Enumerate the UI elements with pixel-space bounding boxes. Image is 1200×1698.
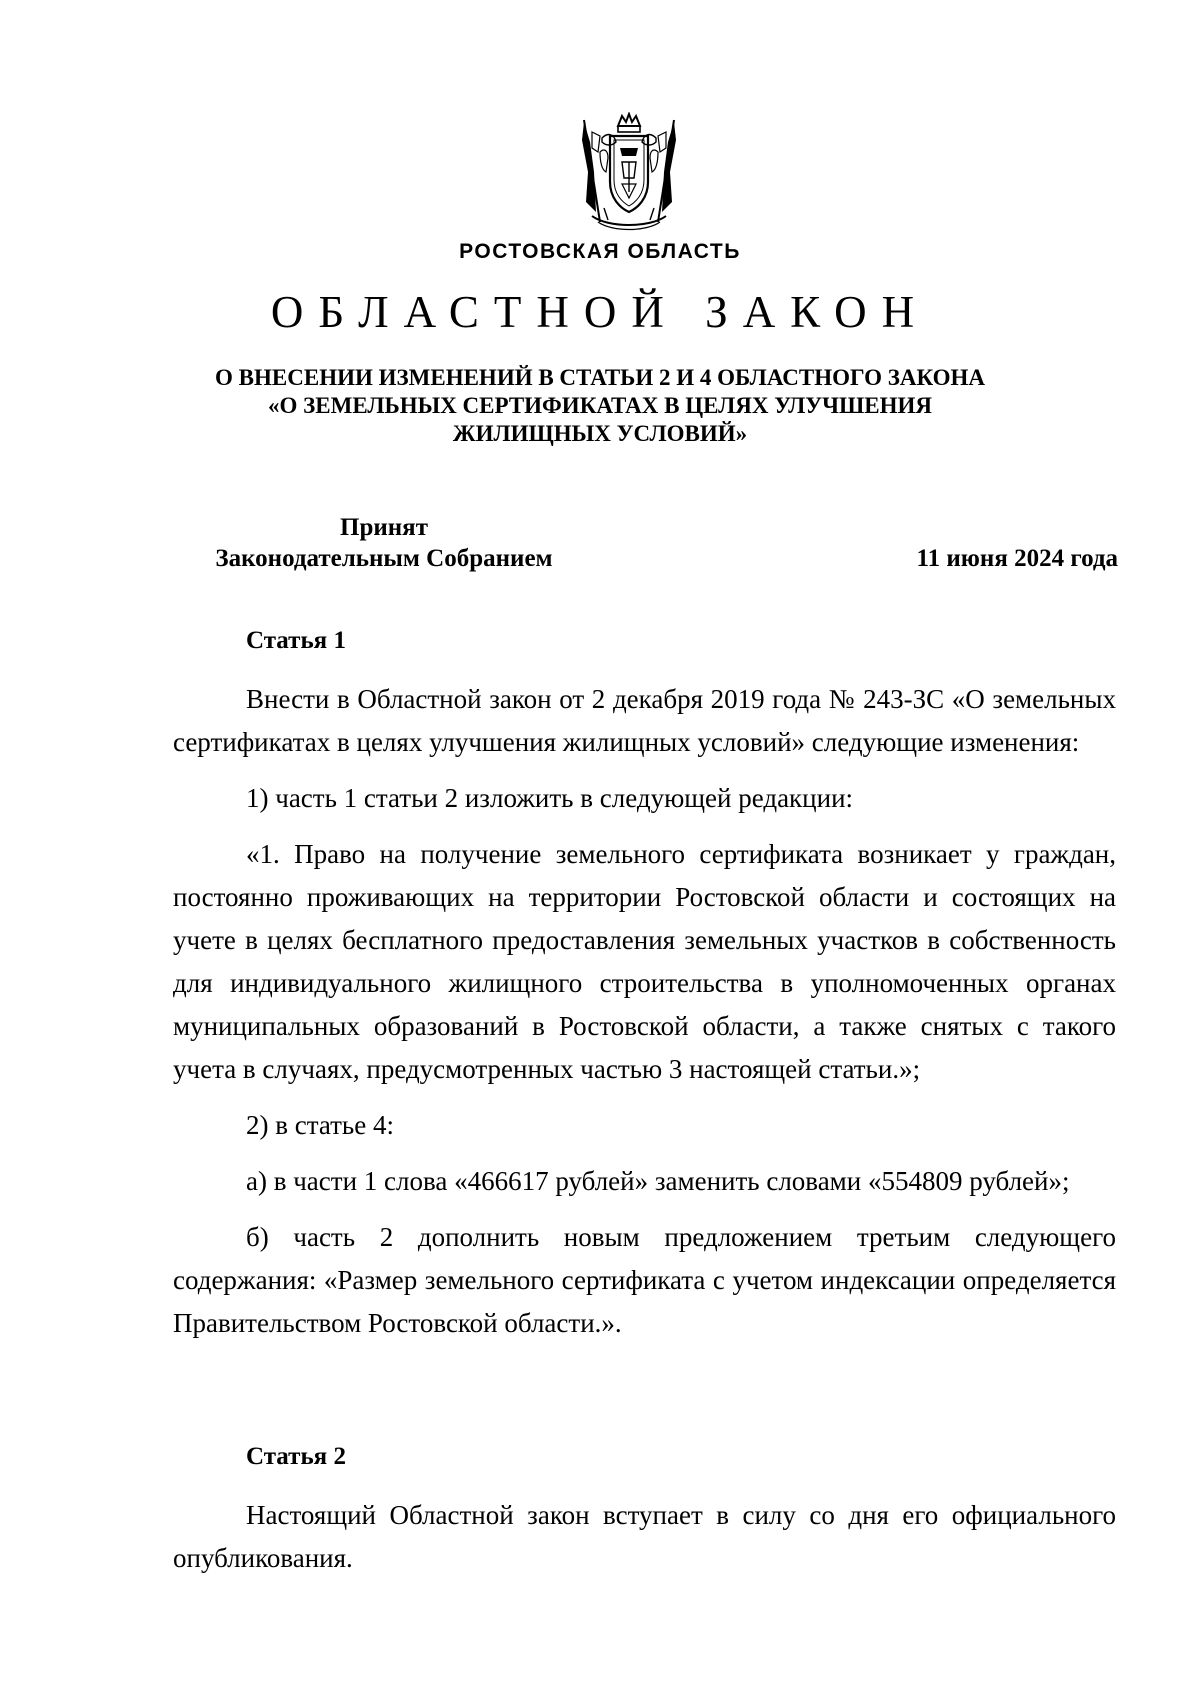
adoption-label-line: Принят <box>340 514 428 541</box>
article-2-paragraph: Настоящий Областной закон вступает в силу со дня его официального опубликования. <box>173 1500 1116 1573</box>
article-1-paragraph: а) в части 1 слова «466617 рублей» заменить словами «554809 рублей»; <box>246 1166 1070 1196</box>
region-name: РОСТОВСКАЯ ОБЛАСТЬ <box>459 240 741 263</box>
article-1-paragraph: Внести в Областной закон от 2 декабря 2019 года № 243-ЗС «О земельных сертификатах в целях улучшения жилищных условий» следующие изменения: <box>173 684 1116 757</box>
document-title <box>180 364 1020 448</box>
article-1-heading: Статья 1 <box>246 627 346 654</box>
adoption-date: 11 июня 2024 года <box>916 545 1118 572</box>
adoption-label-line: Законодательным Собранием <box>215 545 553 572</box>
article-2-heading: Статья 2 <box>246 1443 346 1470</box>
document-title-line: «О ЗЕМЕЛЬНЫХ СЕРТИФИКАТАХ В ЦЕЛЯХ УЛУЧШЕНИЯ <box>268 393 932 418</box>
article-1-body <box>173 678 1116 1358</box>
document-title-line: ЖИЛИЩНЫХ УСЛОВИЙ» <box>452 421 748 446</box>
document-type: ОБЛАСТНОЙ ЗАКОН <box>270 287 930 337</box>
rostov-oblast-coat-of-arms-icon <box>578 112 680 234</box>
article-2-body <box>173 1494 1116 1593</box>
article-1-paragraph: «1. Право на получение земельного сертификата возникает у граждан, постоянно проживающих на территории Ростовской области и состоящих на учете в целях бесплатного предоставления земельных участков в собственность для индивидуального жилищного строительства в уполномоченных органах муниципальных образований в Ростовской области, а также снятых с такого учета в случаях, предусмотренных частью 3 настоящей статьи.»; <box>173 839 1116 1084</box>
document-title-line: О ВНЕСЕНИИ ИЗМЕНЕНИЙ В СТАТЬИ 2 И 4 ОБЛАСТНОГО ЗАКОНА <box>215 365 985 390</box>
article-1-paragraph: б) часть 2 дополнить новым предложением третьим следующего содержания: «Размер земельного сертификата с учетом индексации определяется Правительством Ростовской области.». <box>173 1222 1116 1338</box>
article-1-paragraph: 1) часть 1 статьи 2 изложить в следующей редакции: <box>246 783 854 813</box>
article-1-paragraph: 2) в статье 4: <box>246 1110 394 1140</box>
adoption-label <box>174 512 594 574</box>
